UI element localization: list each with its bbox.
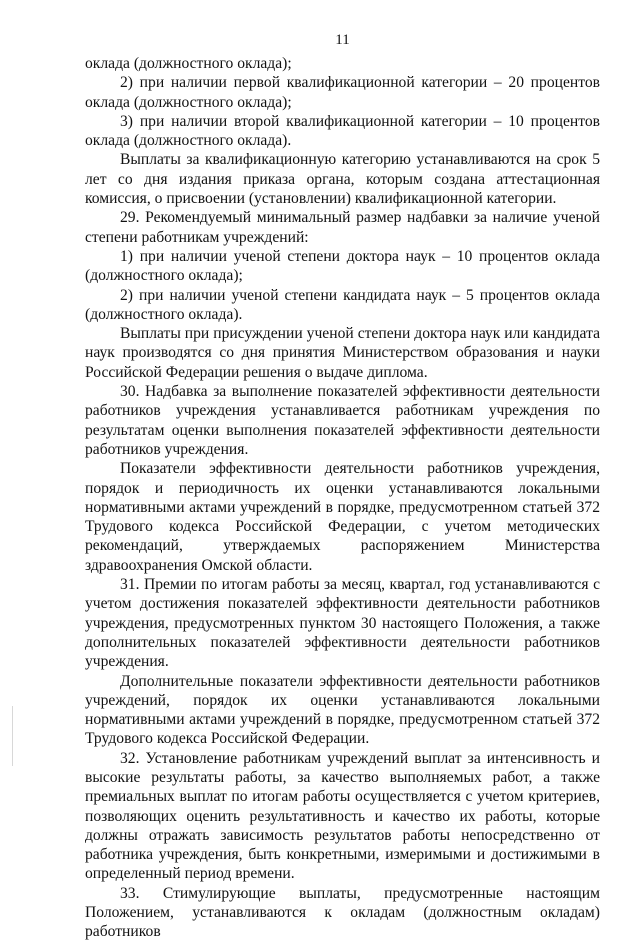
paragraph-31: 31. Премии по итогам работы за месяц, квартал, год устанавливаются с учетом достижения показателей эффективности деятельности работников учреждения, предусмотренных пунктом 30 настоящего Положения, а также дополнительных показателей эффективности деятельности работников учреждения. <box>85 576 600 671</box>
paragraph-doctor-degree: 1) при наличии ученой степени доктора наук – 10 процентов оклада (должностного оклада); <box>85 247 600 285</box>
paragraph-33: 33. Стимулирующие выплаты, предусмотренные настоящим Положением, устанавливаются к окладам (должностным окладам) работников <box>85 884 600 941</box>
paragraph-efficiency-indicators: Показатели эффективности деятельности работников учреждения, порядок и периодичность их оценки устанавливаются локальными нормативными актами учреждений в порядке, предусмотренном статьей 372 Трудового кодекса Российской Федерации, с учетом методических рекомендаций, утверждаемых распоряжением Министерства здравоохранения Омской области. <box>85 460 600 574</box>
paragraph-second-category: 3) при наличии второй квалификационной категории – 10 процентов оклада (должностного оклада). <box>85 112 600 150</box>
scan-mark <box>12 706 13 766</box>
paragraph-degree-payments: Выплаты при присуждении ученой степени доктора наук или кандидата наук производятся со дня принятия Министерством образования и науки Российской Федерации решения о выдаче диплома. <box>85 325 600 381</box>
paragraph-category-payments: Выплаты за квалификационную категорию устанавливаются на срок 5 лет со дня издания приказа органа, которым создана аттестационная комиссия, о присвоении (установлении) квалификационной категории. <box>85 151 600 208</box>
paragraph-additional-indicators: Дополнительные показатели эффективности деятельности работников учреждений, порядок их оценки устанавливаются локальными нормативными актами учреждений в порядке, предусмотренном статьей 372 Трудового кодекса Российской Федерации. <box>85 672 600 748</box>
paragraph-candidate-degree: 2) при наличии ученой степени кандидата наук – 5 процентов оклада (должностного оклада). <box>85 286 600 323</box>
paragraph-first-category: 2) при наличии первой квалификационной категории – 20 процентов оклада (должностного оклада); <box>85 74 600 111</box>
paragraph-32: 32. Установление работникам учреждений выплат за интенсивность и высокие результаты работы, за качество выполняемых работ, а также премиальных выплат по итогам работы осуществляется с учетом критериев, позволяющих оценить результативность и качество их работы, которые должны отражать зависимость результатов работы непосредственно от работника учреждения, быть конкретными, измеримыми и достижимыми в определенный период времени. <box>85 749 600 883</box>
page-number: 11 <box>335 32 350 48</box>
paragraph-30: 30. Надбавка за выполнение показателей эффективности деятельности работников учреждения устанавливается работникам учреждения по результатам оценки выполнения показателей эффективности деятельности работников учреждения. <box>85 383 600 458</box>
paragraph-continuation: оклада (должностного оклада); <box>85 55 292 72</box>
paragraph-29: 29. Рекомендуемый минимальный размер надбавки за наличие ученой степени работникам учреждений: <box>85 209 600 246</box>
document-body <box>85 54 600 942</box>
